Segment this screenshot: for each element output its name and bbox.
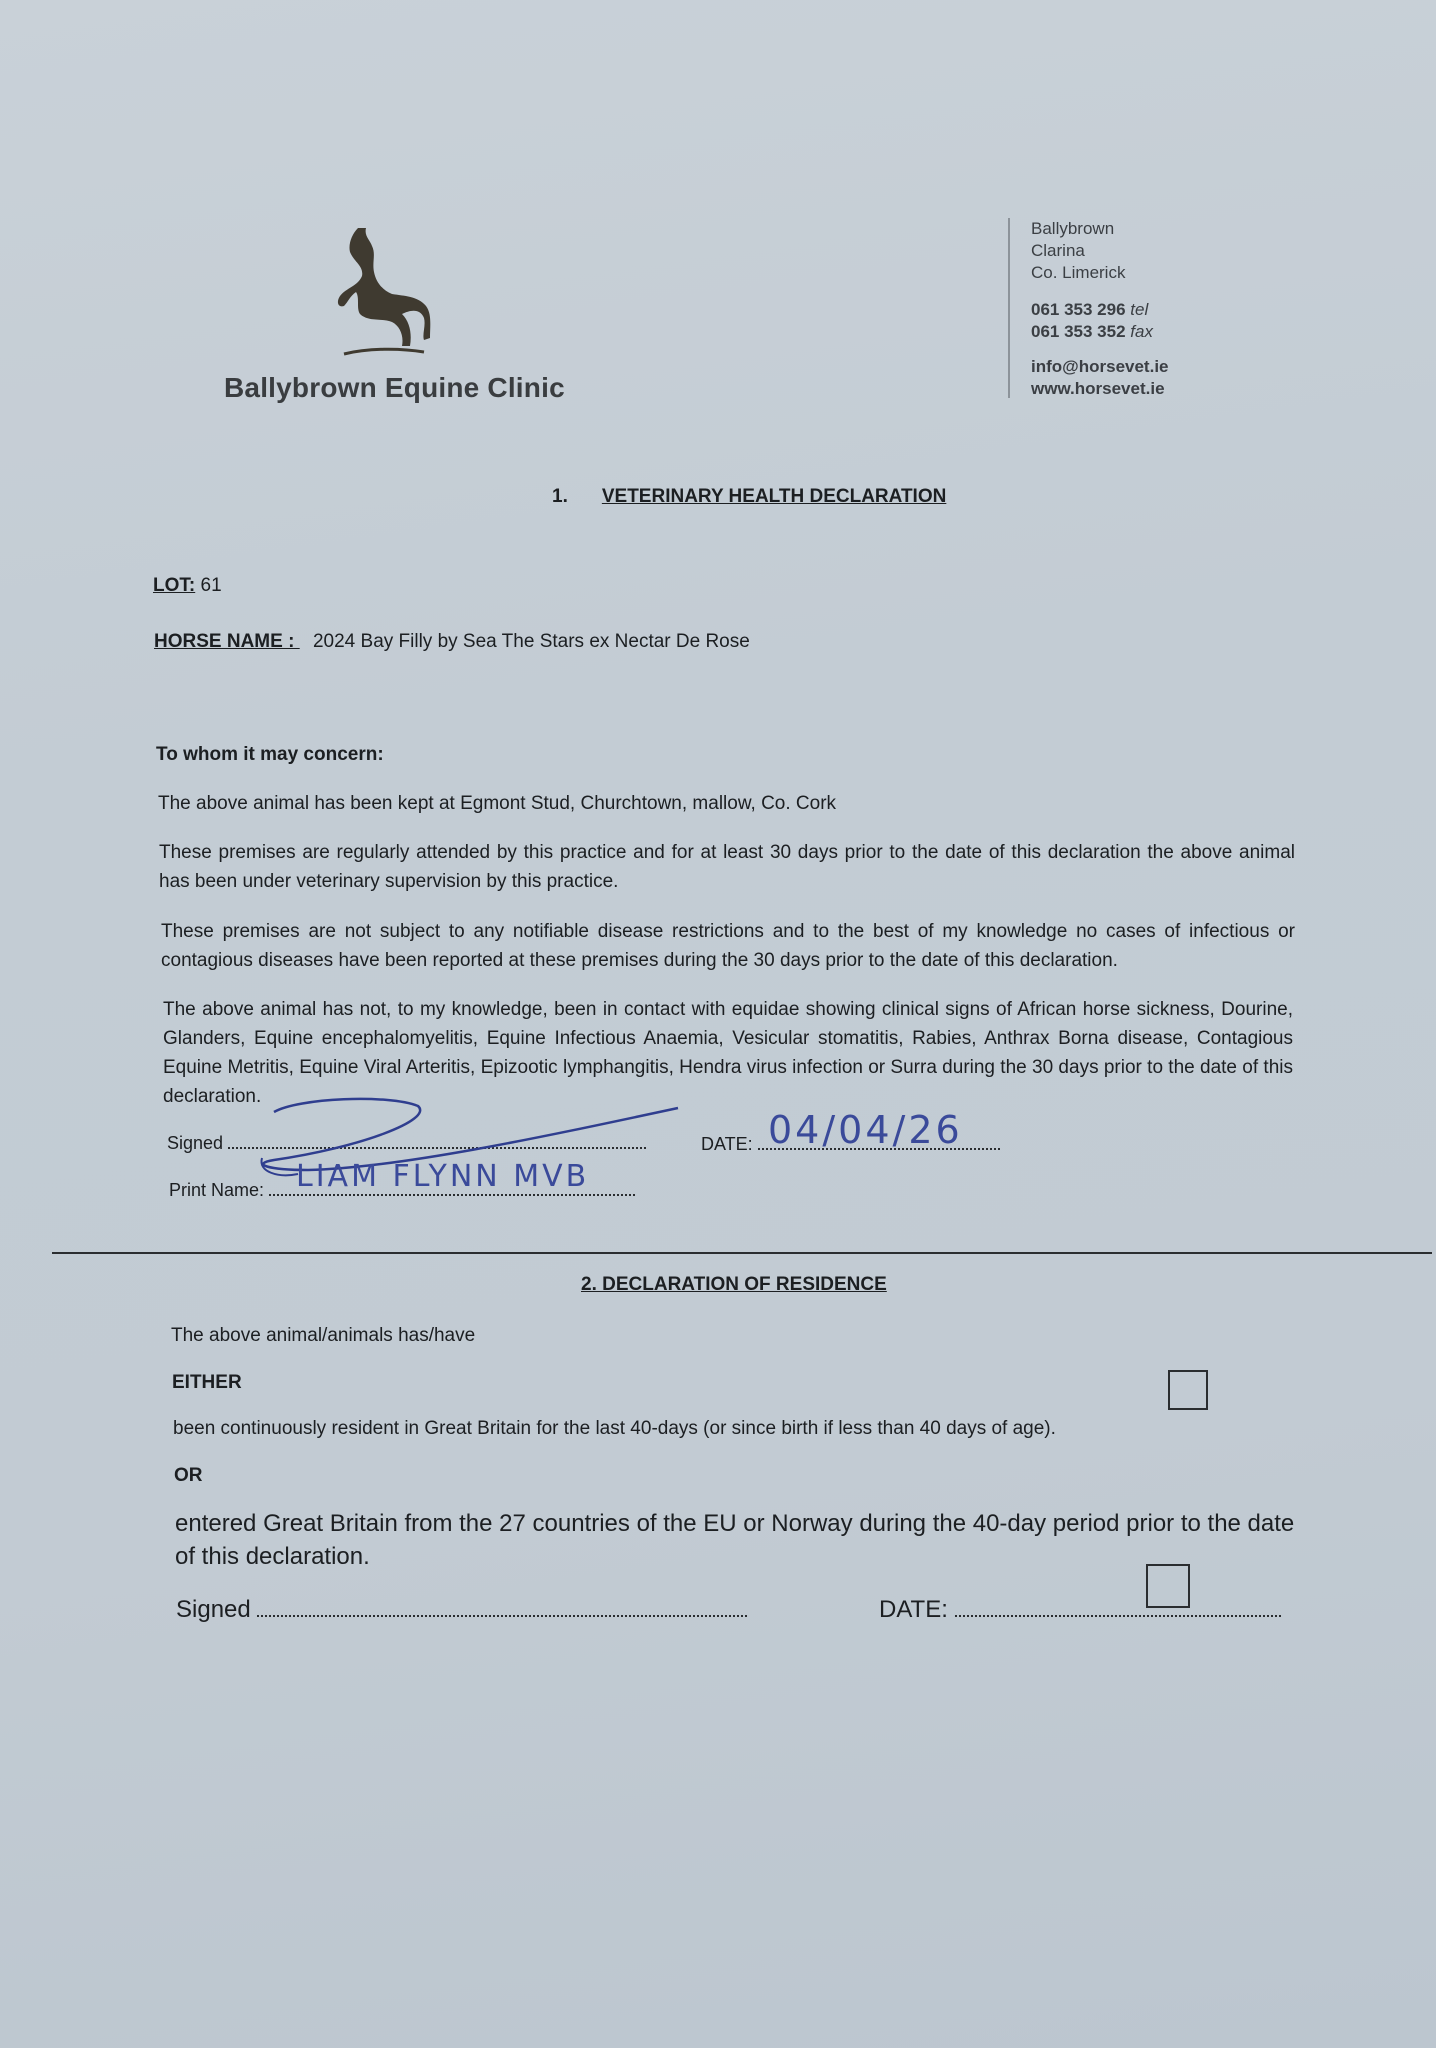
section2-signature-line <box>257 1615 747 1617</box>
paragraph-kept-at: The above animal has been kept at Egmont Stud, Churchtown, mallow, Co. Cork <box>158 793 837 814</box>
section1-title <box>552 486 946 508</box>
horse-name-value: 2024 Bay Filly by Sea The Stars ex Nectar De Rose <box>312 631 750 652</box>
print-name-handwritten: LIAM FLYNN MVB <box>296 1159 590 1194</box>
section2-date-line <box>955 1615 1281 1617</box>
salutation: To whom it may concern: <box>156 744 384 765</box>
section1-heading: VETERINARY HEALTH DECLARATION <box>601 486 947 507</box>
horse-name-field <box>154 631 750 653</box>
residence-intro: The above animal/animals has/have <box>171 1325 476 1346</box>
lot-value: 61 <box>200 575 222 596</box>
section2-date-field <box>879 1593 1281 1626</box>
address-divider <box>1008 218 1010 398</box>
section2-signed-field <box>176 1593 747 1626</box>
section2-signed-label: Signed <box>176 1596 251 1623</box>
section2-title: 2. DECLARATION OF RESIDENCE <box>581 1274 887 1295</box>
date-handwritten: 04/04/26 <box>768 1108 963 1152</box>
signed-label: Signed <box>167 1133 224 1153</box>
option1-text: been continuously resident in Great Britain for the last 40-days (or since birth if less than 40 days of age). <box>173 1418 1056 1439</box>
section2-date-label: DATE: <box>879 1596 948 1623</box>
address-line: Co. Limerick <box>1031 263 1126 282</box>
option2-checkbox[interactable] <box>1146 1564 1190 1608</box>
section1-number: 1. <box>552 486 568 507</box>
tel-number: 061 353 296 <box>1031 300 1126 319</box>
contact-block <box>1031 356 1169 400</box>
fax-label: fax <box>1130 322 1153 341</box>
lot-label: LOT: <box>153 575 196 596</box>
address-line: Clarina <box>1031 241 1085 260</box>
email: info@horsevet.ie <box>1031 357 1169 376</box>
either-label: EITHER <box>172 1372 242 1393</box>
address-line: Ballybrown <box>1031 219 1115 238</box>
lot-field <box>153 575 222 597</box>
paragraph-contact-diseases: The above animal has not, to my knowledge, been in contact with equidae showing clinical signs of African horse sickness, Dourine, Glanders, Equine encephalomyelitis, Equine Infectious Anaemia, Vesicular stomatitis, Rabies, Anthrax Borna disease, Contagious Equine Metritis, Equine Viral Arteritis, Epizootic lymphangitis, Hendra virus infection or Surra during the 30 days prior to the date of this declaration. <box>163 999 1293 1107</box>
option1-checkbox[interactable] <box>1168 1370 1208 1410</box>
print-name-line <box>269 1194 635 1196</box>
section-divider <box>52 1252 1432 1254</box>
horse-name-label: HORSE NAME : <box>154 631 300 652</box>
paragraph-supervision: These premises are regularly attended by this practice and for at least 30 days prior to the date of this declaration the above animal has been under veterinary supervision by this practice. <box>159 842 1295 892</box>
date-label: DATE: <box>701 1134 753 1154</box>
phone-block <box>1031 299 1153 343</box>
option2-text: entered Great Britain from the 27 countries of the EU or Norway during the 40-day period prior to the date of this declaration. <box>175 1510 1295 1570</box>
print-name-label: Print Name: <box>169 1180 265 1200</box>
paragraph-restrictions: These premises are not subject to any notifiable disease restrictions and to the best of my knowledge no cases of infectious or contagious diseases have been reported at these premises during the 30 days prior to the date of this declaration. <box>161 921 1295 971</box>
tel-label: tel <box>1130 300 1149 319</box>
address-block <box>1031 218 1125 284</box>
or-label: OR <box>174 1465 203 1486</box>
website: www.horsevet.ie <box>1031 379 1165 398</box>
clinic-name: Ballybrown Equine Clinic <box>224 372 565 403</box>
rearing-horse-icon <box>320 222 432 357</box>
fax-number: 061 353 352 <box>1031 322 1126 341</box>
